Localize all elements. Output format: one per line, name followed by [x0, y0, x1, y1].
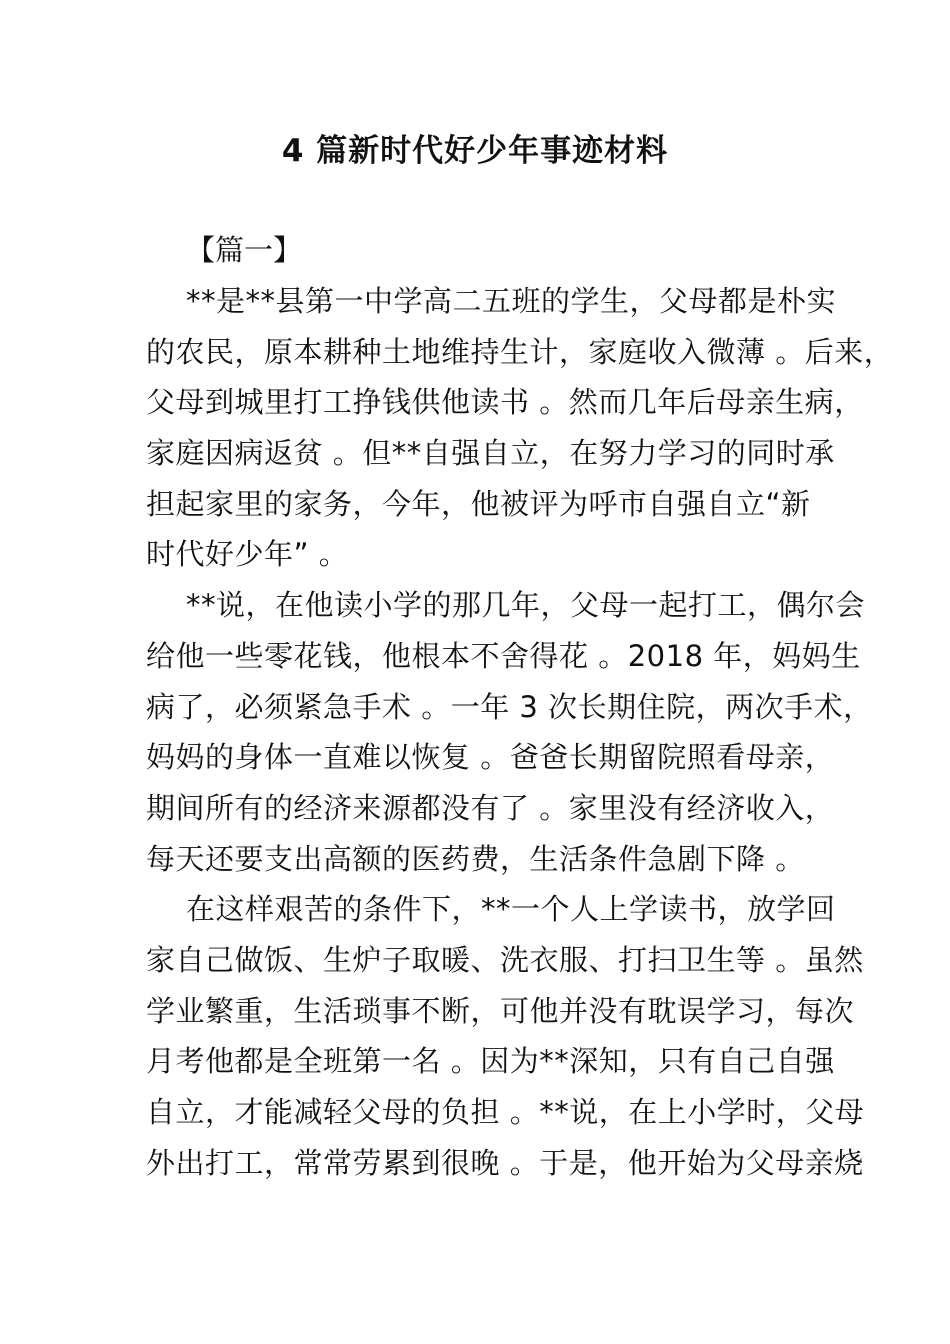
- text-line: 在这样艰苦的条件下，**一个人上学读书，放学回: [186, 892, 836, 927]
- text-line: 家自己做饭、生炉子取暖、洗衣服、打扫卫生等 。虽然: [146, 942, 864, 977]
- text-line: 妈妈的身体一直难以恢复 。爸爸长期留院照看母亲，: [146, 740, 835, 775]
- text-line: 月考他都是全班第一名 。因为**深知，只有自己自强: [146, 1044, 835, 1079]
- text-line: 父母到城里打工挣钱供他读书 。然而几年后母亲生病，: [146, 385, 864, 420]
- text-line: 的农民，原本耕种土地维持生计，家庭收入微薄 。后来，: [146, 334, 894, 369]
- document-title: 4 篇新时代好少年事迹材料: [281, 133, 669, 169]
- text-line: 给他一些零花钱，他根本不舍得花 。2018 年，妈妈生: [146, 638, 861, 673]
- text-line: 外出打工，常常劳累到很晚 。于是，他开始为父母亲烧: [146, 1145, 864, 1180]
- text-line: 家庭因病返贫 。但**自强自立，在努力学习的同时承: [146, 436, 835, 471]
- body-text: [146, 276, 894, 1188]
- section-label: 【篇一】: [186, 233, 303, 267]
- text-line: **是**县第一中学高二五班的学生，父母都是朴实: [186, 284, 837, 318]
- text-line: 病了，必须紧急手术 。一年 3 次长期住院，两次手术，: [146, 689, 873, 724]
- text-line: 时代好少年” 。: [146, 537, 349, 572]
- text-line: 担起家里的家务，今年，他被评为呼市自强自立“新: [146, 486, 811, 521]
- text-line: 学业繁重，生活琐事不断，可他并没有耽误学习，每次: [146, 993, 855, 1028]
- text-line: 自立，才能减轻父母的负担 。**说，在上小学时，父母: [146, 1095, 865, 1129]
- text-line: 每天还要支出高额的医药费，生活条件急剧下降 。: [146, 841, 805, 876]
- text-line: 期间所有的经济来源都没有了 。家里没有经济收入，: [146, 790, 835, 825]
- text-line: **说，在他读小学的那几年，父母一起打工，偶尔会: [186, 588, 866, 623]
